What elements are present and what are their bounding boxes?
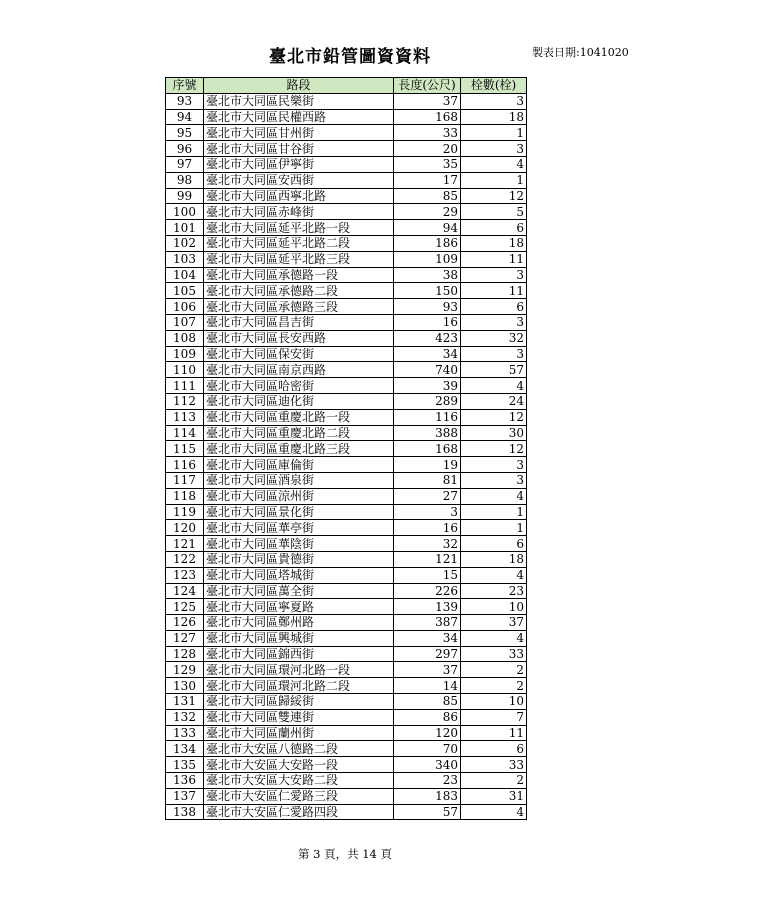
- row-seq: 118: [166, 488, 204, 504]
- row-road: 臺北市大同區環河北路一段: [204, 662, 394, 678]
- header-seq: 序號: [166, 78, 204, 94]
- row-count: 1: [461, 172, 527, 188]
- row-seq: 114: [166, 425, 204, 441]
- table-row: [166, 204, 527, 220]
- row-length: 34: [394, 346, 461, 362]
- table-row: [166, 567, 527, 583]
- row-length: 139: [394, 599, 461, 615]
- row-count: 1: [461, 504, 527, 520]
- row-road: 臺北市大同區甘州街: [204, 125, 394, 141]
- table-row: [166, 378, 527, 394]
- row-length: 37: [394, 662, 461, 678]
- row-length: 387: [394, 615, 461, 631]
- row-count: 2: [461, 773, 527, 789]
- table-row: [166, 362, 527, 378]
- row-seq: 121: [166, 536, 204, 552]
- row-road: 臺北市大安區大安路一段: [204, 757, 394, 773]
- row-length: 14: [394, 678, 461, 694]
- table-row: [166, 662, 527, 678]
- row-length: 109: [394, 251, 461, 267]
- date-label: 製表日期:1041020: [532, 46, 629, 59]
- row-seq: 126: [166, 615, 204, 631]
- table-row: [166, 773, 527, 789]
- row-road: 臺北市大同區南京西路: [204, 362, 394, 378]
- row-seq: 103: [166, 251, 204, 267]
- row-count: 1: [461, 520, 527, 536]
- row-count: 11: [461, 283, 527, 299]
- row-length: 23: [394, 773, 461, 789]
- page-title: 臺北市鉛管圖資資料: [269, 47, 431, 67]
- row-count: 33: [461, 646, 527, 662]
- row-length: 20: [394, 141, 461, 157]
- table-row: [166, 220, 527, 236]
- row-seq: 99: [166, 188, 204, 204]
- row-seq: 112: [166, 393, 204, 409]
- table-row: [166, 520, 527, 536]
- row-length: 93: [394, 299, 461, 315]
- table-row: [166, 551, 527, 567]
- row-seq: 111: [166, 378, 204, 394]
- row-road: 臺北市大同區民樂街: [204, 93, 394, 109]
- row-road: 臺北市大同區民權西路: [204, 109, 394, 125]
- row-road: 臺北市大同區承德路三段: [204, 299, 394, 315]
- row-seq: 127: [166, 630, 204, 646]
- row-count: 3: [461, 457, 527, 473]
- row-length: 32: [394, 536, 461, 552]
- row-road: 臺北市大同區環河北路二段: [204, 678, 394, 694]
- row-seq: 105: [166, 283, 204, 299]
- row-road: 臺北市大同區昌吉街: [204, 314, 394, 330]
- row-length: 740: [394, 362, 461, 378]
- table-row: [166, 441, 527, 457]
- table-row: [166, 235, 527, 251]
- row-count: 4: [461, 156, 527, 172]
- table-row: [166, 646, 527, 662]
- row-length: 183: [394, 788, 461, 804]
- row-length: 39: [394, 378, 461, 394]
- row-count: 11: [461, 725, 527, 741]
- row-road: 臺北市大同區承德路二段: [204, 283, 394, 299]
- row-road: 臺北市大同區西寧北路: [204, 188, 394, 204]
- table-row: [166, 346, 527, 362]
- row-count: 6: [461, 536, 527, 552]
- table-row: [166, 725, 527, 741]
- row-length: 16: [394, 314, 461, 330]
- row-count: 10: [461, 694, 527, 710]
- row-count: 3: [461, 346, 527, 362]
- row-seq: 120: [166, 520, 204, 536]
- table-row: [166, 409, 527, 425]
- table-row: [166, 457, 527, 473]
- row-road: 臺北市大同區保安街: [204, 346, 394, 362]
- row-count: 31: [461, 788, 527, 804]
- row-length: 17: [394, 172, 461, 188]
- table-row: [166, 678, 527, 694]
- row-length: 81: [394, 472, 461, 488]
- table-row: [166, 330, 527, 346]
- row-count: 7: [461, 709, 527, 725]
- row-count: 4: [461, 378, 527, 394]
- table-row: [166, 93, 527, 109]
- row-seq: 119: [166, 504, 204, 520]
- row-count: 57: [461, 362, 527, 378]
- row-count: 32: [461, 330, 527, 346]
- table-row: [166, 741, 527, 757]
- row-count: 4: [461, 488, 527, 504]
- table-row: [166, 630, 527, 646]
- row-road: 臺北市大同區長安西路: [204, 330, 394, 346]
- row-count: 11: [461, 251, 527, 267]
- row-seq: 108: [166, 330, 204, 346]
- row-seq: 109: [166, 346, 204, 362]
- row-seq: 93: [166, 93, 204, 109]
- row-road: 臺北市大同區安西街: [204, 172, 394, 188]
- row-road: 臺北市大同區涼州街: [204, 488, 394, 504]
- row-road: 臺北市大同區庫倫街: [204, 457, 394, 473]
- row-length: 340: [394, 757, 461, 773]
- table-row: [166, 425, 527, 441]
- row-seq: 98: [166, 172, 204, 188]
- row-road: 臺北市大同區重慶北路二段: [204, 425, 394, 441]
- row-seq: 135: [166, 757, 204, 773]
- row-length: 297: [394, 646, 461, 662]
- row-road: 臺北市大同區寧夏路: [204, 599, 394, 615]
- pipe-data-table: [165, 77, 527, 820]
- row-seq: 96: [166, 141, 204, 157]
- row-count: 30: [461, 425, 527, 441]
- row-road: 臺北市大同區雙連街: [204, 709, 394, 725]
- row-seq: 136: [166, 773, 204, 789]
- table-row: [166, 251, 527, 267]
- row-length: 116: [394, 409, 461, 425]
- header-road: 路段: [204, 78, 394, 94]
- row-seq: 134: [166, 741, 204, 757]
- row-length: 34: [394, 630, 461, 646]
- row-count: 3: [461, 141, 527, 157]
- row-count: 3: [461, 472, 527, 488]
- row-count: 2: [461, 678, 527, 694]
- table-row: [166, 472, 527, 488]
- row-count: 12: [461, 441, 527, 457]
- row-seq: 101: [166, 220, 204, 236]
- table-header-row: [166, 78, 527, 94]
- row-count: 6: [461, 299, 527, 315]
- row-length: 57: [394, 804, 461, 820]
- row-road: 臺北市大同區華陰街: [204, 536, 394, 552]
- row-seq: 113: [166, 409, 204, 425]
- table-row: [166, 709, 527, 725]
- row-count: 18: [461, 551, 527, 567]
- table-row: [166, 504, 527, 520]
- row-count: 24: [461, 393, 527, 409]
- row-road: 臺北市大同區承德路一段: [204, 267, 394, 283]
- row-road: 臺北市大同區重慶北路三段: [204, 441, 394, 457]
- row-count: 2: [461, 662, 527, 678]
- row-seq: 100: [166, 204, 204, 220]
- row-road: 臺北市大同區甘谷街: [204, 141, 394, 157]
- row-seq: 95: [166, 125, 204, 141]
- row-road: 臺北市大同區興城街: [204, 630, 394, 646]
- table-row: [166, 125, 527, 141]
- row-road: 臺北市大同區華亭街: [204, 520, 394, 536]
- row-road: 臺北市大同區塔城街: [204, 567, 394, 583]
- row-seq: 123: [166, 567, 204, 583]
- row-count: 3: [461, 93, 527, 109]
- row-count: 12: [461, 409, 527, 425]
- row-seq: 129: [166, 662, 204, 678]
- row-count: 5: [461, 204, 527, 220]
- row-seq: 130: [166, 678, 204, 694]
- table-row: [166, 283, 527, 299]
- row-seq: 106: [166, 299, 204, 315]
- row-road: 臺北市大同區歸綏街: [204, 694, 394, 710]
- table-row: [166, 615, 527, 631]
- row-count: 18: [461, 109, 527, 125]
- row-length: 186: [394, 235, 461, 251]
- row-seq: 94: [166, 109, 204, 125]
- row-count: 10: [461, 599, 527, 615]
- row-seq: 102: [166, 235, 204, 251]
- row-length: 423: [394, 330, 461, 346]
- row-seq: 110: [166, 362, 204, 378]
- row-seq: 115: [166, 441, 204, 457]
- row-length: 121: [394, 551, 461, 567]
- row-road: 臺北市大安區仁愛路三段: [204, 788, 394, 804]
- row-road: 臺北市大同區萬全街: [204, 583, 394, 599]
- row-seq: 131: [166, 694, 204, 710]
- row-length: 35: [394, 156, 461, 172]
- row-road: 臺北市大同區哈密街: [204, 378, 394, 394]
- row-road: 臺北市大同區迪化街: [204, 393, 394, 409]
- row-length: 70: [394, 741, 461, 757]
- table-row: [166, 488, 527, 504]
- row-length: 226: [394, 583, 461, 599]
- row-count: 4: [461, 567, 527, 583]
- row-count: 18: [461, 235, 527, 251]
- row-road: 臺北市大同區伊寧街: [204, 156, 394, 172]
- row-length: 168: [394, 109, 461, 125]
- table-row: [166, 804, 527, 820]
- row-road: 臺北市大安區仁愛路四段: [204, 804, 394, 820]
- row-length: 94: [394, 220, 461, 236]
- row-count: 3: [461, 314, 527, 330]
- row-length: 38: [394, 267, 461, 283]
- row-seq: 124: [166, 583, 204, 599]
- row-road: 臺北市大同區酒泉街: [204, 472, 394, 488]
- table-row: [166, 583, 527, 599]
- row-count: 37: [461, 615, 527, 631]
- row-length: 168: [394, 441, 461, 457]
- row-length: 16: [394, 520, 461, 536]
- table-row: [166, 694, 527, 710]
- page-footer: 第 3 頁，共 14 頁: [297, 847, 393, 861]
- row-seq: 107: [166, 314, 204, 330]
- table-row: [166, 536, 527, 552]
- row-seq: 132: [166, 709, 204, 725]
- row-road: 臺北市大同區鄭州路: [204, 615, 394, 631]
- row-length: 86: [394, 709, 461, 725]
- row-road: 臺北市大同區蘭州街: [204, 725, 394, 741]
- row-count: 4: [461, 804, 527, 820]
- row-count: 3: [461, 267, 527, 283]
- table-row: [166, 267, 527, 283]
- row-road: 臺北市大同區延平北路三段: [204, 251, 394, 267]
- row-road: 臺北市大同區錦西街: [204, 646, 394, 662]
- header-count: 栓數(栓): [461, 78, 527, 94]
- row-count: 23: [461, 583, 527, 599]
- row-length: 3: [394, 504, 461, 520]
- row-road: 臺北市大安區大安路二段: [204, 773, 394, 789]
- row-road: 臺北市大同區重慶北路一段: [204, 409, 394, 425]
- table-row: [166, 393, 527, 409]
- row-length: 19: [394, 457, 461, 473]
- row-road: 臺北市大同區赤峰街: [204, 204, 394, 220]
- table-row: [166, 172, 527, 188]
- table-row: [166, 188, 527, 204]
- row-seq: 133: [166, 725, 204, 741]
- row-seq: 97: [166, 156, 204, 172]
- row-seq: 122: [166, 551, 204, 567]
- row-length: 37: [394, 93, 461, 109]
- row-seq: 128: [166, 646, 204, 662]
- row-length: 15: [394, 567, 461, 583]
- row-seq: 125: [166, 599, 204, 615]
- row-road: 臺北市大安區八德路二段: [204, 741, 394, 757]
- row-length: 29: [394, 204, 461, 220]
- table-row: [166, 314, 527, 330]
- row-count: 4: [461, 630, 527, 646]
- row-length: 33: [394, 125, 461, 141]
- row-count: 1: [461, 125, 527, 141]
- row-road: 臺北市大同區景化街: [204, 504, 394, 520]
- table-row: [166, 599, 527, 615]
- row-length: 27: [394, 488, 461, 504]
- header-length: 長度(公尺): [394, 78, 461, 94]
- table-row: [166, 788, 527, 804]
- row-seq: 104: [166, 267, 204, 283]
- table-row: [166, 757, 527, 773]
- row-road: 臺北市大同區貴德街: [204, 551, 394, 567]
- row-count: 12: [461, 188, 527, 204]
- table-row: [166, 141, 527, 157]
- row-count: 6: [461, 220, 527, 236]
- row-seq: 117: [166, 472, 204, 488]
- row-length: 150: [394, 283, 461, 299]
- row-count: 6: [461, 741, 527, 757]
- row-road: 臺北市大同區延平北路二段: [204, 235, 394, 251]
- row-seq: 116: [166, 457, 204, 473]
- row-length: 85: [394, 188, 461, 204]
- row-road: 臺北市大同區延平北路一段: [204, 220, 394, 236]
- table-row: [166, 299, 527, 315]
- row-count: 33: [461, 757, 527, 773]
- row-seq: 138: [166, 804, 204, 820]
- row-length: 289: [394, 393, 461, 409]
- table-row: [166, 156, 527, 172]
- row-length: 388: [394, 425, 461, 441]
- row-seq: 137: [166, 788, 204, 804]
- row-length: 85: [394, 694, 461, 710]
- row-length: 120: [394, 725, 461, 741]
- table-row: [166, 109, 527, 125]
